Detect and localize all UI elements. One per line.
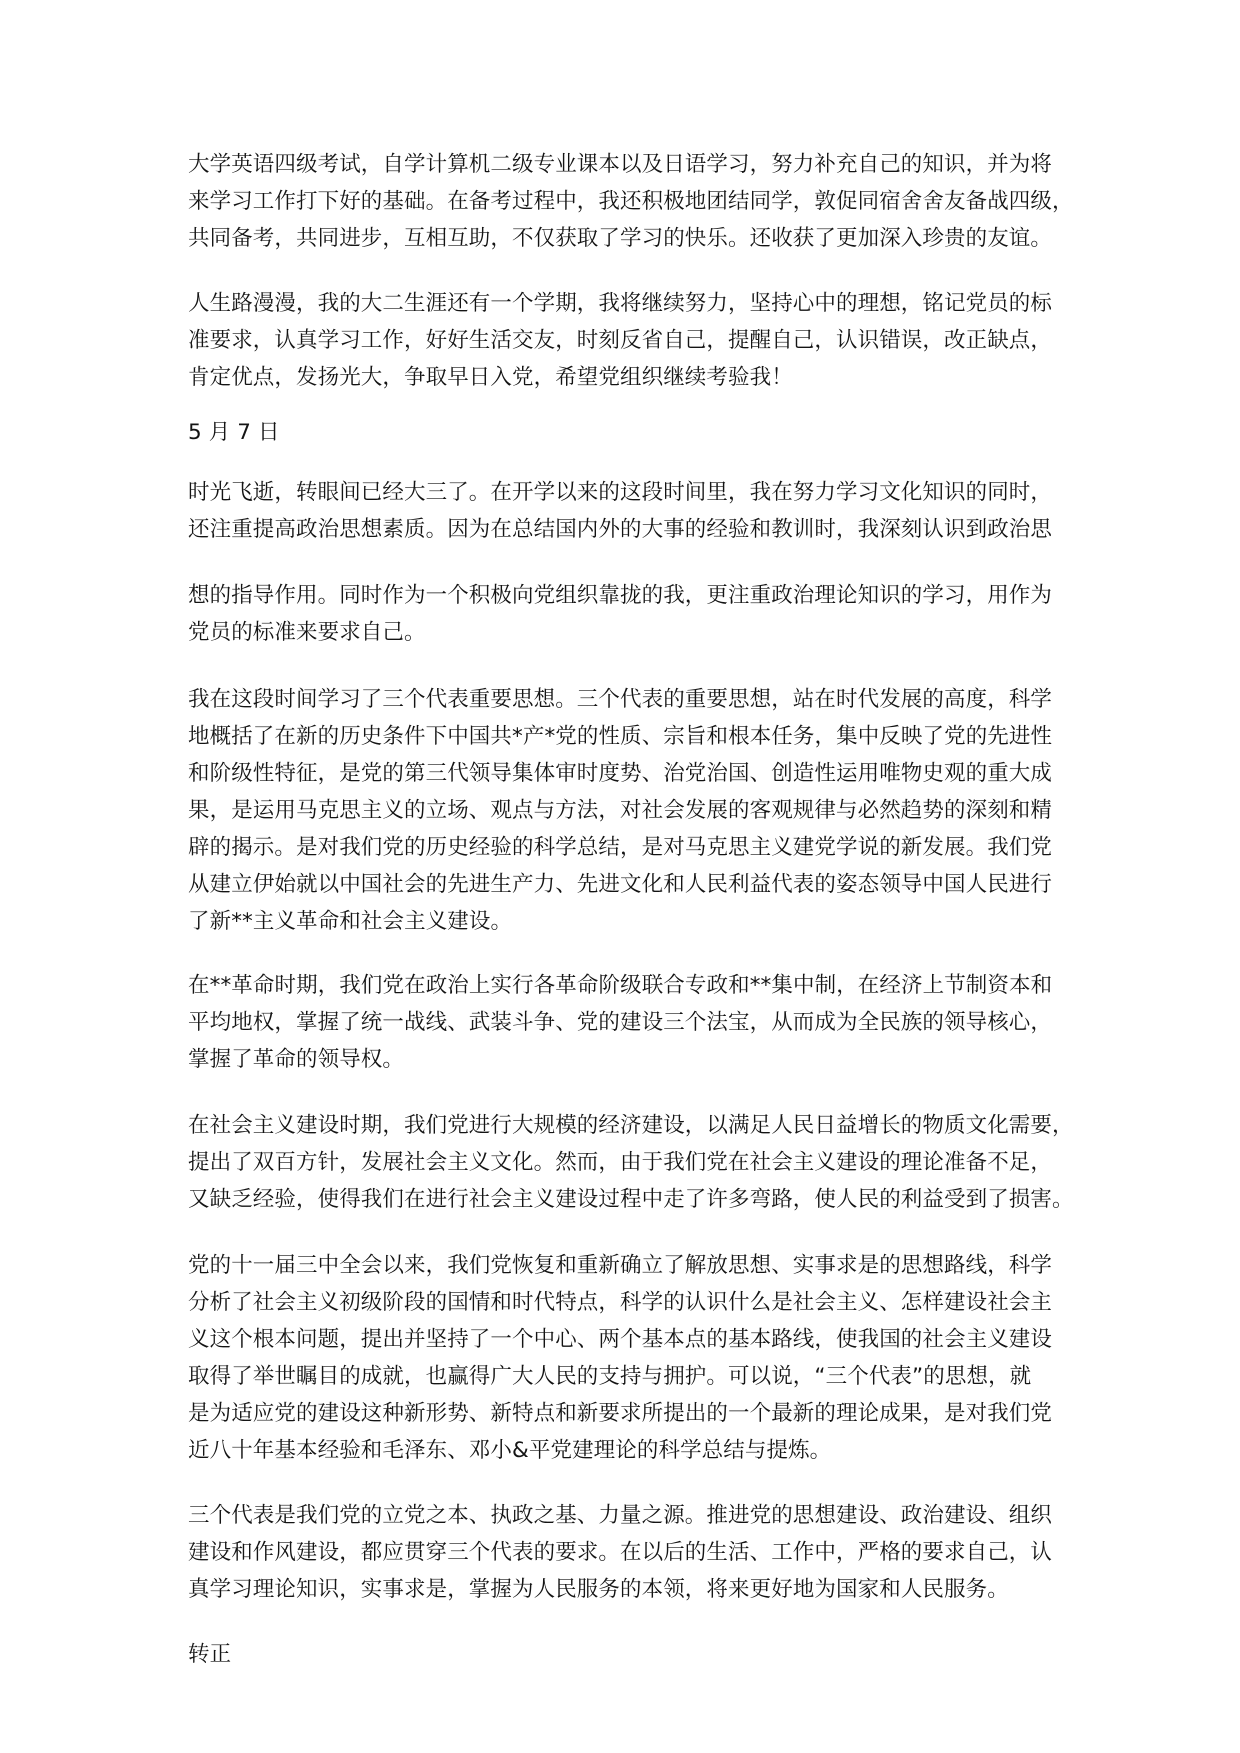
text-line: 提出了双百方针，发展社会主义文化。然而，由于我们党在社会主义建设的理论准备不足， <box>188 1150 1053 1175</box>
text-line: 从建立伊始就以中国社会的先进生产力、先进文化和人民利益代表的姿态领导中国人民进行 <box>188 872 1053 897</box>
text-line: 掌握了革命的领导权。 <box>188 1047 405 1072</box>
text-line: 平均地权，掌握了统一战线、武装斗争、党的建设三个法宝，从而成为全民族的领导核心， <box>188 1010 1053 1035</box>
text-line: 准要求，认真学习工作，好好生活交友，时刻反省自己，提醒自己，认识错误，改正缺点， <box>188 328 1053 353</box>
text-line: 义这个根本问题，提出并坚持了一个中心、两个基本点的基本路线，使我国的社会主义建设 <box>188 1327 1053 1352</box>
date-line: 5 月 7 日 <box>188 420 280 445</box>
text-line: 来学习工作打下好的基础。在备考过程中，我还积极地团结同学，敦促同宿舍舍友备战四级， <box>188 189 1074 214</box>
text-line: 我在这段时间学习了三个代表重要思想。三个代表的重要思想，站在时代发展的高度，科学 <box>188 687 1053 712</box>
text-line: 大学英语四级考试，自学计算机二级专业课本以及日语学习，努力补充自己的知识，并为将 <box>188 152 1053 177</box>
text-line: 近八十年基本经验和毛泽东、邓小&平党建理论的科学总结与提炼。 <box>188 1438 832 1463</box>
text-line: 在**革命时期，我们党在政治上实行各革命阶级联合专政和**集中制，在经济上节制资本和 <box>188 973 1053 998</box>
text-line: 时光飞逝，转眼间已经大三了。在开学以来的这段时间里，我在努力学习文化知识的同时， <box>188 480 1053 505</box>
text-line: 三个代表是我们党的立党之本、执政之基、力量之源。推进党的思想建设、政治建设、组织 <box>188 1503 1053 1528</box>
text-line: 分析了社会主义初级阶段的国情和时代特点，科学的认识什么是社会主义、怎样建设社会主 <box>188 1290 1053 1315</box>
text-line: 地概括了在新的历史条件下中国共*产*党的性质、宗旨和根本任务，集中反映了党的先进性 <box>188 724 1053 749</box>
text-line: 想的指导作用。同时作为一个积极向党组织靠拢的我，更注重政治理论知识的学习，用作为 <box>188 583 1053 608</box>
text-line: 人生路漫漫，我的大二生涯还有一个学期，我将继续努力，坚持心中的理想，铭记党员的标 <box>188 291 1053 316</box>
text-line: 真学习理论知识，实事求是，掌握为人民服务的本领，将来更好地为国家和人民服务。 <box>188 1577 1009 1602</box>
text-line: 了新**主义革命和社会主义建设。 <box>188 909 513 934</box>
text-line: 党员的标准来要求自己。 <box>188 620 426 645</box>
text-line: 建设和作风建设，都应贯穿三个代表的要求。在以后的生活、工作中，严格的要求自己，认 <box>188 1540 1053 1565</box>
text-line: 辟的揭示。是对我们党的历史经验的科学总结，是对马克思主义建党学说的新发展。我们党 <box>188 835 1053 860</box>
text-line: 又缺乏经验，使得我们在进行社会主义建设过程中走了许多弯路，使人民的利益受到了损害。 <box>188 1187 1074 1212</box>
text-line: 肯定优点，发扬光大，争取早日入党，希望党组织继续考验我！ <box>188 365 793 390</box>
text-line: 和阶级性特征，是党的第三代领导集体审时度势、治党治国、创造性运用唯物史观的重大成 <box>188 761 1053 786</box>
text-line: 果，是运用马克思主义的立场、观点与方法，对社会发展的客观规律与必然趋势的深刻和精 <box>188 798 1053 823</box>
text-line: 转正 <box>188 1642 232 1667</box>
text-line: 还注重提高政治思想素质。因为在总结国内外的大事的经验和教训时，我深刻认识到政治思 <box>188 517 1053 542</box>
text-line: 是为适应党的建设这种新形势、新特点和新要求所提出的一个最新的理论成果，是对我们党 <box>188 1401 1053 1426</box>
text-line: 在社会主义建设时期，我们党进行大规模的经济建设，以满足人民日益增长的物质文化需要， <box>188 1113 1074 1138</box>
text-line: 取得了举世瞩目的成就，也赢得广大人民的支持与拥护。可以说，“三个代表”的思想，就 <box>188 1364 1032 1389</box>
text-line: 党的十一届三中全会以来，我们党恢复和重新确立了解放思想、实事求是的思想路线，科学 <box>188 1253 1053 1278</box>
text-line: 共同备考，共同进步，互相互助，不仅获取了学习的快乐。还收获了更加深入珍贵的友谊。 <box>188 226 1053 251</box>
